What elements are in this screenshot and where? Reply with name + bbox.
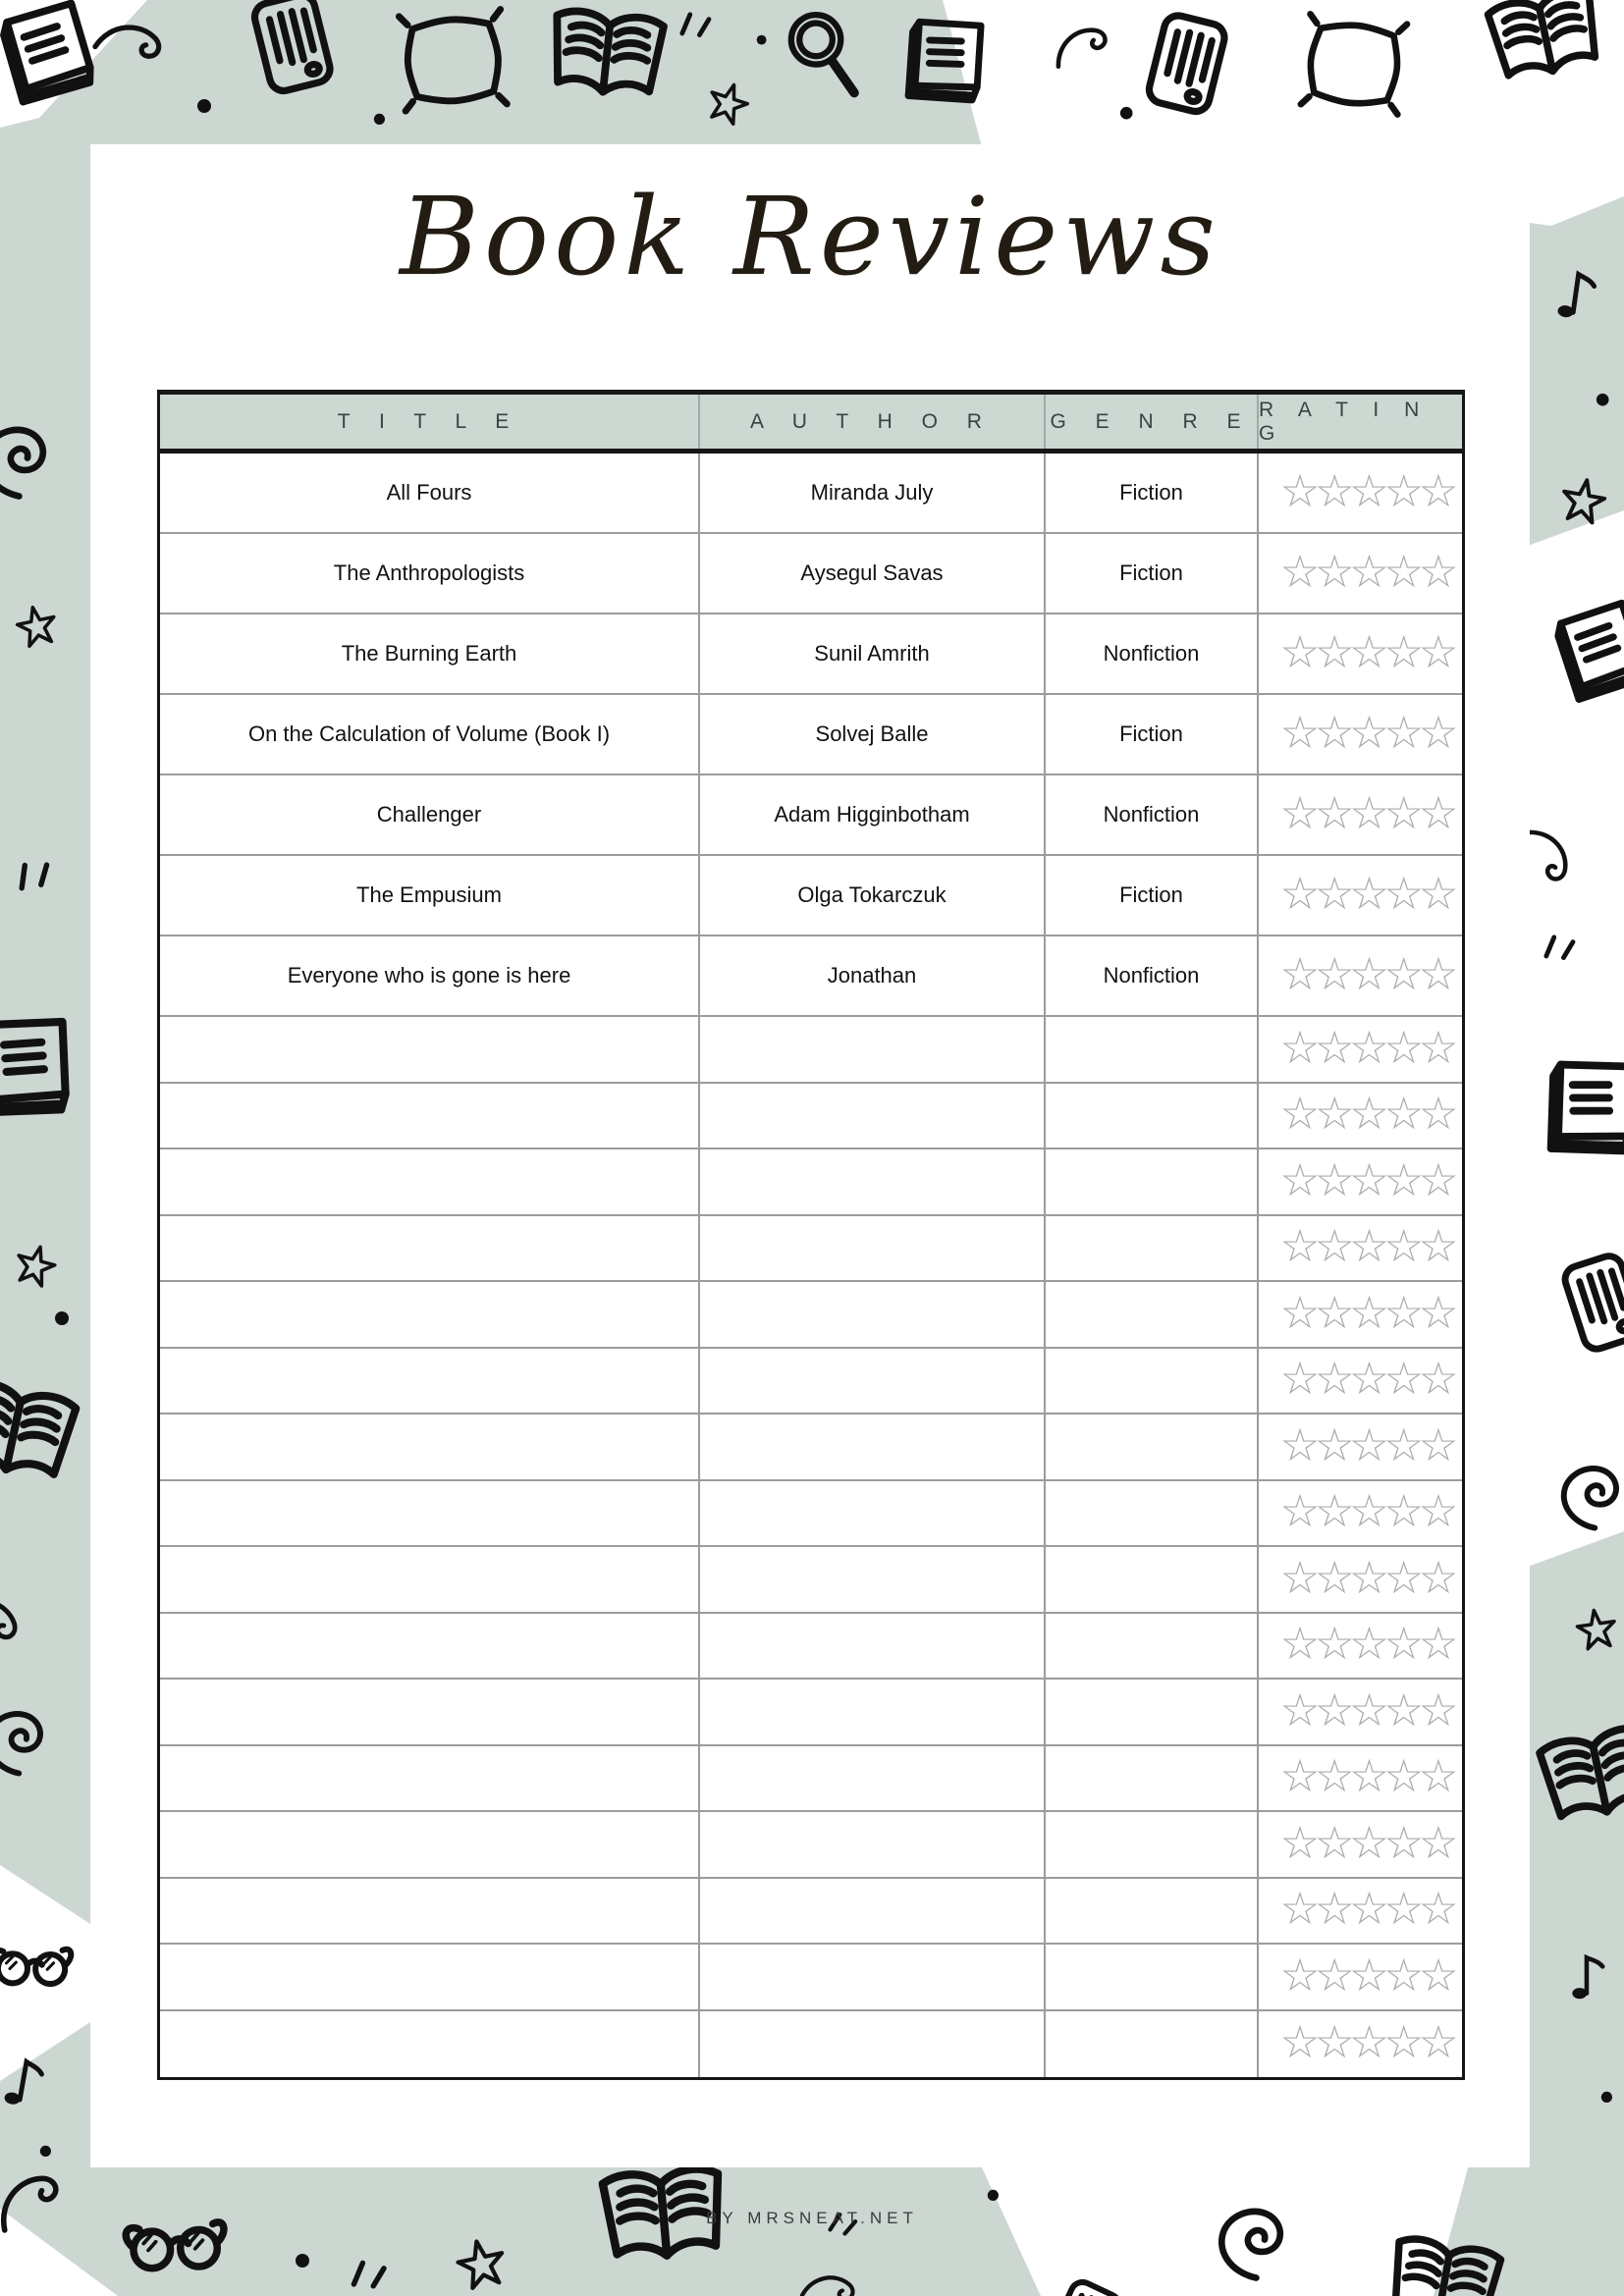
cell-genre bbox=[1046, 1746, 1259, 1811]
star-rating-outline-icons: ☆☆☆☆☆ bbox=[1279, 1352, 1453, 1406]
dot-doodle-icon bbox=[1601, 2092, 1612, 2103]
cell-rating bbox=[1259, 1216, 1468, 1281]
content-panel bbox=[90, 144, 1530, 2167]
cell-genre bbox=[1046, 1614, 1259, 1679]
cell-genre: Fiction bbox=[1046, 856, 1259, 934]
cell-title: Challenger bbox=[160, 775, 700, 854]
cell-rating bbox=[1259, 1547, 1468, 1612]
column-header-author: A U T H O R bbox=[700, 395, 1046, 449]
cell-title bbox=[160, 1812, 700, 1877]
cell-title bbox=[160, 1879, 700, 1944]
cell-title bbox=[160, 1349, 700, 1414]
cell-author bbox=[700, 1614, 1046, 1679]
cell-title bbox=[160, 1614, 700, 1679]
star-rating-outline-icons: ☆☆☆☆☆ bbox=[1279, 1087, 1453, 1141]
dot-doodle-icon bbox=[988, 2190, 999, 2201]
cell-author bbox=[700, 1481, 1046, 1546]
cell-rating bbox=[1259, 1614, 1468, 1679]
cell-rating bbox=[1259, 1879, 1468, 1944]
cell-genre: Nonfiction bbox=[1046, 936, 1259, 1015]
table-row bbox=[160, 1216, 1462, 1283]
table-row bbox=[160, 1945, 1462, 2011]
cell-rating bbox=[1259, 1415, 1468, 1479]
dot-doodle-icon bbox=[55, 1311, 69, 1325]
cell-genre bbox=[1046, 1415, 1259, 1479]
cell-genre: Fiction bbox=[1046, 454, 1259, 532]
cell-genre bbox=[1046, 1084, 1259, 1148]
table-header-row bbox=[160, 395, 1462, 454]
cell-title bbox=[160, 1945, 700, 2009]
cell-genre: Fiction bbox=[1046, 534, 1259, 613]
cell-rating bbox=[1259, 1945, 1468, 2009]
star-rating-outline-icons: ☆☆☆☆☆ bbox=[1279, 1285, 1453, 1339]
cell-rating bbox=[1259, 1149, 1468, 1214]
star-rating-outline-icons: ☆☆☆☆☆ bbox=[1279, 1417, 1453, 1471]
star-rating-outline-icons: ☆☆☆☆☆ bbox=[1279, 786, 1453, 839]
cell-author bbox=[700, 1812, 1046, 1877]
cell-author bbox=[700, 1879, 1046, 1944]
table-row bbox=[160, 534, 1462, 614]
page-title: Book Reviews bbox=[400, 174, 1220, 299]
cell-title bbox=[160, 2011, 700, 2078]
star-rating-outline-icons: ☆☆☆☆☆ bbox=[1279, 1484, 1453, 1538]
star-rating-outline-icons: ☆☆☆☆☆ bbox=[1279, 1682, 1453, 1736]
cell-title bbox=[160, 1481, 700, 1546]
cell-genre bbox=[1046, 1216, 1259, 1281]
table-body bbox=[160, 454, 1462, 2077]
table-row bbox=[160, 856, 1462, 936]
cell-title bbox=[160, 1216, 700, 1281]
table-row bbox=[160, 2011, 1462, 2078]
table-row bbox=[160, 1812, 1462, 1879]
cell-title: Everyone who is gone is here bbox=[160, 936, 700, 1015]
cell-genre bbox=[1046, 2011, 1259, 2078]
cell-rating bbox=[1259, 1812, 1468, 1877]
dot-doodle-icon bbox=[40, 2146, 51, 2157]
cell-rating bbox=[1259, 775, 1468, 854]
cell-genre bbox=[1046, 1481, 1259, 1546]
cell-title bbox=[160, 1017, 700, 1082]
star-rating-outline-icons: ☆☆☆☆☆ bbox=[1279, 464, 1453, 517]
table-row bbox=[160, 775, 1462, 856]
watermark: BY MRSNEAT.NET bbox=[706, 2209, 918, 2227]
cell-title bbox=[160, 1680, 700, 1744]
star-rating-outline-icons: ☆☆☆☆☆ bbox=[1279, 867, 1453, 920]
cell-author bbox=[700, 1149, 1046, 1214]
table-row bbox=[160, 1614, 1462, 1681]
dot-doodle-icon bbox=[757, 35, 767, 45]
cell-genre bbox=[1046, 1149, 1259, 1214]
cell-author: Jonathan bbox=[700, 936, 1046, 1015]
cell-rating bbox=[1259, 856, 1468, 934]
cell-rating bbox=[1259, 454, 1468, 532]
star-rating-outline-icons: ☆☆☆☆☆ bbox=[1279, 625, 1453, 678]
cell-title: All Fours bbox=[160, 454, 700, 532]
book-reviews-table bbox=[157, 390, 1465, 2080]
cell-title: The Burning Earth bbox=[160, 614, 700, 693]
star-rating-outline-icons: ☆☆☆☆☆ bbox=[1279, 1550, 1453, 1604]
table-row bbox=[160, 1415, 1462, 1481]
dot-doodle-icon bbox=[296, 2254, 309, 2268]
cell-rating bbox=[1259, 1680, 1468, 1744]
cell-title bbox=[160, 1746, 700, 1811]
cell-genre bbox=[1046, 1812, 1259, 1877]
table-row bbox=[160, 614, 1462, 695]
star-rating-outline-icons: ☆☆☆☆☆ bbox=[1279, 1617, 1453, 1671]
cell-genre bbox=[1046, 1017, 1259, 1082]
table-row bbox=[160, 454, 1462, 534]
cell-rating bbox=[1259, 1282, 1468, 1347]
cell-author: Olga Tokarczuk bbox=[700, 856, 1046, 934]
cell-genre bbox=[1046, 1547, 1259, 1612]
cell-author bbox=[700, 1945, 1046, 2009]
cell-genre bbox=[1046, 1945, 1259, 2009]
star-rating-outline-icons: ☆☆☆☆☆ bbox=[1279, 1815, 1453, 1869]
cell-genre: Fiction bbox=[1046, 695, 1259, 774]
cell-author bbox=[700, 1746, 1046, 1811]
column-header-genre: G E N R E bbox=[1046, 395, 1259, 449]
table-row bbox=[160, 1282, 1462, 1349]
cell-rating bbox=[1259, 614, 1468, 693]
cell-genre: Nonfiction bbox=[1046, 775, 1259, 854]
closed-book-doodle-icon bbox=[899, 12, 990, 109]
table-row bbox=[160, 1547, 1462, 1614]
star-rating-outline-icons: ☆☆☆☆☆ bbox=[1279, 545, 1453, 598]
cell-rating bbox=[1259, 2011, 1468, 2078]
table-row bbox=[160, 695, 1462, 775]
cell-title bbox=[160, 1084, 700, 1148]
table-row bbox=[160, 1481, 1462, 1548]
cell-author bbox=[700, 1084, 1046, 1148]
dot-doodle-icon bbox=[1597, 394, 1609, 406]
star-rating-outline-icons: ☆☆☆☆☆ bbox=[1279, 947, 1453, 1000]
cell-title bbox=[160, 1282, 700, 1347]
cell-genre bbox=[1046, 1680, 1259, 1744]
star-rating-outline-icons: ☆☆☆☆☆ bbox=[1279, 1020, 1453, 1074]
cell-author bbox=[700, 1547, 1046, 1612]
cell-title: The Anthropologists bbox=[160, 534, 700, 613]
table-row bbox=[160, 936, 1462, 1017]
cell-genre bbox=[1046, 1349, 1259, 1414]
cell-author: Sunil Amrith bbox=[700, 614, 1046, 693]
cell-author bbox=[700, 1216, 1046, 1281]
dot-doodle-icon bbox=[374, 114, 385, 125]
cell-rating bbox=[1259, 1084, 1468, 1148]
cell-author bbox=[700, 1282, 1046, 1347]
cell-genre bbox=[1046, 1879, 1259, 1944]
star-rating-outline-icons: ☆☆☆☆☆ bbox=[1279, 1749, 1453, 1803]
cell-title bbox=[160, 1415, 700, 1479]
table-row bbox=[160, 1680, 1462, 1746]
cell-author: Aysegul Savas bbox=[700, 534, 1046, 613]
star-rating-outline-icons: ☆☆☆☆☆ bbox=[1279, 2015, 1453, 2069]
cell-author: Miranda July bbox=[700, 454, 1046, 532]
cell-genre bbox=[1046, 1282, 1259, 1347]
star-rating-outline-icons: ☆☆☆☆☆ bbox=[1279, 1882, 1453, 1936]
cell-author bbox=[700, 1680, 1046, 1744]
cell-title bbox=[160, 1149, 700, 1214]
cell-author bbox=[700, 1349, 1046, 1414]
column-header-title: T I T L E bbox=[160, 395, 700, 449]
star-rating-outline-icons: ☆☆☆☆☆ bbox=[1279, 1948, 1453, 2002]
cell-genre: Nonfiction bbox=[1046, 614, 1259, 693]
table-row bbox=[160, 1879, 1462, 1946]
table-row bbox=[160, 1349, 1462, 1415]
cell-title: On the Calculation of Volume (Book I) bbox=[160, 695, 700, 774]
cell-rating bbox=[1259, 1017, 1468, 1082]
cell-author: Adam Higginbotham bbox=[700, 775, 1046, 854]
cell-title bbox=[160, 1547, 700, 1612]
cell-rating bbox=[1259, 936, 1468, 1015]
star-rating-outline-icons: ☆☆☆☆☆ bbox=[1279, 1152, 1453, 1206]
dot-doodle-icon bbox=[197, 99, 211, 113]
cell-author bbox=[700, 1017, 1046, 1082]
cell-rating bbox=[1259, 1481, 1468, 1546]
cell-rating bbox=[1259, 1349, 1468, 1414]
table-row bbox=[160, 1084, 1462, 1150]
star-rating-outline-icons: ☆☆☆☆☆ bbox=[1279, 1219, 1453, 1273]
cell-rating bbox=[1259, 1746, 1468, 1811]
table-row bbox=[160, 1746, 1462, 1813]
cell-author bbox=[700, 1415, 1046, 1479]
column-header-rating: R A T I N G bbox=[1259, 398, 1430, 445]
cell-author: Solvej Balle bbox=[700, 695, 1046, 774]
cell-author bbox=[700, 2011, 1046, 2078]
cell-rating bbox=[1259, 534, 1468, 613]
dot-doodle-icon bbox=[1120, 107, 1133, 120]
star-rating-outline-icons: ☆☆☆☆☆ bbox=[1279, 706, 1453, 759]
table-row bbox=[160, 1017, 1462, 1084]
cell-rating bbox=[1259, 695, 1468, 774]
table-row bbox=[160, 1149, 1462, 1216]
cell-title: The Empusium bbox=[160, 856, 700, 934]
